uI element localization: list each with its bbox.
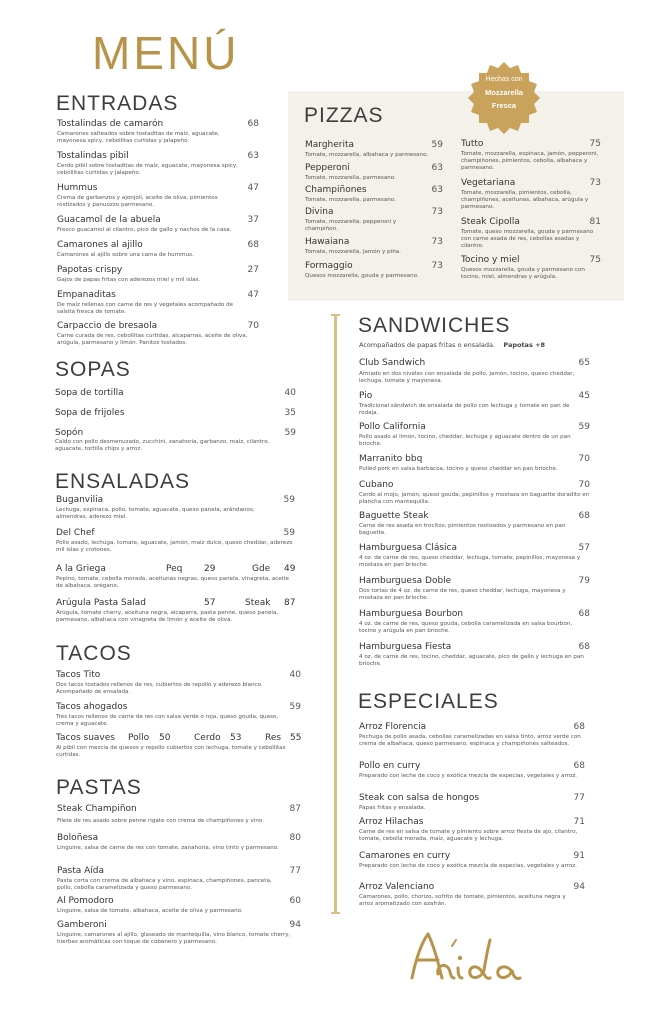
item-name: Buganvilia (56, 495, 104, 505)
menu-item-griega (56, 564, 295, 594)
item-description: Pollo asado al limón, tocino, cheddar, lechuga y aguacate dentro de un pan brioche. (359, 434, 571, 448)
item-price: 57 (204, 598, 216, 608)
item-description: Carne de res asada en trocitos, pimientos rostizados y parmesano en pan baguette. (359, 523, 566, 537)
item-name: Boloñesa (57, 833, 99, 843)
menu-item (305, 237, 443, 257)
item-description: Gajos de papas fritas con aderezos miel y mil islas. (57, 277, 201, 283)
menu-item (461, 178, 601, 211)
item-description: Tradicional sándwich de ensalada de pollo con lechuga y tomate en pan de rodaja. (359, 403, 570, 417)
item-price: 73 (431, 261, 443, 271)
item-description: 4 oz. de carne de res, queso cheddar, lechuga, tomate, pepinillos, mayonesa y mostaza en pan brioche. (359, 555, 581, 569)
item-name: Hamburguesa Bourbon (359, 609, 464, 619)
item-description: Carne de res en salsa de tomate y pimiento sobre arroz fiesta de ajo, cilantro, tomate, cebolla morada, maíz, aguacate y lechuga. (359, 829, 578, 843)
item-price: 35 (284, 408, 296, 418)
size-label: Peq (166, 564, 183, 574)
item-name: Del Chef (56, 528, 95, 538)
item-name: Pasta Aída (57, 866, 105, 876)
item-price: 71 (573, 817, 585, 827)
mozzarella-badge (466, 60, 542, 136)
item-description: Tomate, mozzarella, pimientos, cebolla, champiñones, aceitunas, albahaca, arúgula y parmesano. (461, 190, 589, 211)
item-price: 87 (289, 804, 301, 814)
item-name: Champiñones (305, 185, 367, 195)
item-price: 80 (289, 833, 301, 843)
menu-item (359, 576, 590, 602)
item-price: 70 (578, 454, 590, 464)
menu-item (56, 495, 295, 521)
menu-item (57, 151, 259, 177)
item-price: 59 (283, 528, 295, 538)
item-price: 68 (578, 642, 590, 652)
size-label: Cerdo (194, 733, 221, 743)
item-name: Steak Champiñon (57, 804, 137, 814)
menu-item-tacos-suaves (56, 733, 301, 763)
menu-item (57, 215, 259, 235)
menu-item (305, 163, 443, 183)
menu-item (305, 207, 443, 233)
item-description: Preparado con leche de coco y exótica mezcla de especias, vegetales y arroz. (359, 863, 577, 869)
item-description: Lechuga, espinaca, pollo, tomate, aguacate, queso panela, arándanos, almendras, aderezo miel. (56, 507, 255, 521)
item-name: Margherita (305, 140, 355, 150)
item-name: Formaggio (305, 261, 353, 271)
item-price: 40 (289, 670, 301, 680)
item-name: Sopa de frijoles (55, 408, 125, 418)
menu-item (57, 804, 301, 824)
menu-item (57, 920, 301, 946)
item-description: Preparado con leche de coco y exótica mezcla de especias, vegetales y arroz. (359, 773, 577, 779)
item-price: 75 (589, 139, 601, 149)
menu-item (56, 528, 295, 554)
item-name: Tacos ahogados (56, 702, 128, 712)
size-label: Gde (252, 564, 271, 574)
item-description: Carne curada de res, cebollitas curtidas, alcaparras, aceite de oliva, arúgula, parmesano y limón. Panitos tostados. (57, 333, 248, 347)
item-price: 63 (431, 185, 443, 195)
item-description: 4 oz. de carne de res, queso gouda, cebolla caramelizada en salsa bourbon, tocino y arúgula en pan brioche. (359, 621, 573, 635)
item-price: 47 (247, 290, 259, 300)
item-description: Filete de res asado sobre penne rigate con crema de champiñones y vino. (57, 818, 264, 824)
item-price: 68 (573, 761, 585, 771)
item-description: Dos tortas de 4 oz. de carne de res, queso cheddar, lechuga, mayonesa y mostaza en pan brioche. (359, 588, 566, 602)
item-price: 37 (247, 215, 259, 225)
menu-item (359, 358, 590, 385)
menu-item (359, 793, 585, 813)
badge-line3: Fresca (491, 101, 517, 110)
item-description: Linguine, salsa de carne de res con tomate, zanahoria, vino tinto y parmesano. (57, 845, 279, 851)
item-description: Tomate, mozzarella, jamón y piña. (305, 249, 401, 255)
menu-item (305, 140, 443, 160)
section-title-sandwiches: SANDWICHES (358, 314, 511, 337)
menu-item (57, 183, 259, 209)
item-name: Sopón (55, 428, 84, 438)
item-name: Tacos suaves (56, 733, 115, 743)
item-description: Pasta corta con crema de albahaca y vino, espinaca, champiñones, panceta, pollo, cebolla caramelizada y queso parmesano. (57, 878, 272, 892)
item-price: 40 (284, 388, 296, 398)
section-title-especiales: ESPECIALES (358, 690, 499, 713)
sandwiches-subtitle (359, 341, 545, 349)
item-name: Guacamol de la abuela (57, 215, 161, 225)
item-price: 63 (247, 151, 259, 161)
item-name: Club Sandwich (359, 358, 426, 368)
item-name: Arroz Valenciano (359, 882, 435, 892)
item-description: Cerdo al mojo, jamón, queso gouda, pepinillos y mostaza en baguette doradito en plancha con mantequilla. (359, 492, 590, 506)
menu-item (359, 391, 590, 417)
item-price: 63 (431, 163, 443, 173)
item-description: Cerdo pibil sobre tostaditas de maíz, aguacate, mayonesa spicy, cebollitas curtidas y jalapeño. (57, 163, 238, 177)
menu-item (57, 321, 259, 347)
menu-item (359, 642, 590, 668)
item-name: Empanaditas (57, 290, 116, 300)
item-price: 87 (284, 598, 296, 608)
section-title-tacos: TACOS (56, 642, 132, 665)
item-name: Hamburguesa Fiesta (359, 642, 452, 652)
item-price: 55 (290, 733, 302, 743)
section-title-ensaladas: ENSALADAS (55, 470, 191, 493)
aida-logo (408, 928, 538, 992)
menu-item (57, 240, 259, 260)
item-name: Tostalindas de camarón (57, 119, 164, 129)
item-name: Al Pomodoro (57, 896, 114, 906)
section-title-pizzas: PIZZAS (304, 104, 384, 127)
item-description: Al pibil con mezcla de quesos y repollo cubiertos con lechuga, tomate y cebollitas curtidas. (56, 745, 286, 759)
item-price: 94 (573, 882, 585, 892)
item-price: 77 (573, 793, 585, 803)
item-description: Tomate, queso mozzarella, gouda y parmesano con carne asada de res, cebollas asadas y cilantro. (461, 229, 594, 250)
menu-item (359, 454, 590, 474)
item-description: Tomate, mozzarella, pepperoni y champiñon. (305, 219, 397, 233)
item-description: Camarones salteados sobre tostaditas de maíz, aguacate, mayonesa spicy, cebollitas curtidas y jalapeño. (57, 131, 220, 145)
item-name: Sopa de tortilla (55, 388, 124, 398)
badge-line1: Hechas con (485, 76, 523, 83)
item-name: Camarones al ajillo (57, 240, 143, 250)
section-title-sopas: SOPAS (55, 358, 131, 381)
item-name: Arroz Hilachas (359, 817, 424, 827)
menu-item (359, 761, 585, 781)
menu-item (359, 480, 590, 506)
item-description: Arúgula, tomate cherry, aceituna negra, alcaparra, pasta penne, queso panela, parmesano, albahaca con vinagreta de limón y aceite de oliva. (56, 610, 279, 624)
menu-item (55, 388, 296, 400)
item-name: Hawaiana (305, 237, 350, 247)
menu-item (359, 609, 590, 635)
item-name: Gamberoni (57, 920, 107, 930)
menu-item (359, 817, 585, 843)
item-name: Tacos Tito (56, 670, 101, 680)
item-description: Armado en dos niveles con ensalada de pollo, jamón, tocino, queso cheddar, lechuga, tomate y mayonesa. (359, 371, 575, 385)
item-description: Crema de garbanzos y ajonjolí, aceite de oliva, pimientos rostizados y panuozzo parmesano. (57, 195, 218, 209)
item-description: Tomate, mozzarella, parmesano. (305, 175, 396, 181)
section-title-entradas: ENTRADAS (56, 92, 179, 115)
menu-item (305, 261, 443, 281)
badge-seal-icon (466, 60, 542, 136)
menu-item (359, 543, 590, 569)
menu-item (461, 217, 601, 250)
menu-item (305, 185, 443, 205)
item-name: Carpaccio de bresaola (57, 321, 158, 331)
item-price: 53 (230, 733, 242, 743)
item-name: Hamburguesa Clásica (359, 543, 457, 553)
item-name: Pollo en curry (359, 761, 421, 771)
item-name: Tocino y miel (461, 255, 520, 265)
menu-item (57, 119, 259, 145)
item-price: 81 (589, 217, 601, 227)
item-price: 49 (284, 564, 296, 574)
item-description: Linguine, camarones al ajillo, glaseado de mantequilla, vino blanco, tomate cherry, hierbas aromáticas con toque de cobanero y parmesano. (57, 932, 291, 946)
item-description: Tomate, mozzarella, albahaca y parmesano. (305, 152, 429, 158)
item-price: 68 (573, 722, 585, 732)
item-price: 77 (289, 866, 301, 876)
menu-title: MENÚ (92, 27, 240, 79)
menu-item (461, 139, 601, 172)
item-price: 68 (578, 511, 590, 521)
menu-item (359, 422, 590, 448)
item-name: Papotas crispy (57, 265, 123, 275)
item-description: De maíz rellenas con carne de res y vegetales acompañado de salsita fresca de tomate. (57, 302, 234, 316)
item-description: Quesos mozzarella, gouda y parmesano. (305, 273, 419, 279)
item-description: Pepino, tomate, cebolla morada, aceitunas negras, queso panela, vinagreta, aceite de albahaca, orégano. (56, 576, 289, 590)
item-name: Camarones en curry (359, 851, 451, 861)
item-price: 68 (247, 119, 259, 129)
item-name: Vegetariana (461, 178, 516, 188)
item-name: A la Griega (56, 564, 106, 574)
item-description: Pechuga de pollo asada, cebollas caramelizadas en salsa tinto, arroz verde con crema de albahaca, queso parmesano, espinaca y champiñones salteados. (359, 734, 581, 748)
item-price: 73 (589, 178, 601, 188)
item-price: 29 (204, 564, 216, 574)
item-description: Caldo con pollo desmenuzado, zucchini, zanahoria, garbanzo, maíz, cilantro, aguacate, tortilla chips y arroz. (55, 439, 270, 453)
item-description: Tomate, mozzarella, parmesano. (305, 197, 396, 203)
item-description: Camarones, pollo, chorizo, sofrito de tomate, pimientos, aceituna negra y arroz aromatizado con azafrán. (359, 894, 566, 908)
menu-item (461, 255, 601, 281)
menu-item (359, 722, 585, 748)
item-description: Fresco guacamol al cilantro, pico de gallo y nachos de la casa. (57, 227, 232, 233)
item-price: 45 (578, 391, 590, 401)
item-price: 47 (247, 183, 259, 193)
item-description: Camarones al ajillo sobre una cama de hummus. (57, 252, 194, 258)
item-price: 79 (578, 576, 590, 586)
item-description: Pulled pork en salsa barbacoa, tocino y queso cheddar en pan brioche. (359, 466, 558, 472)
item-price: 70 (578, 480, 590, 490)
menu-item (55, 408, 296, 420)
menu-item (57, 866, 301, 892)
item-price: 68 (247, 240, 259, 250)
menu-item (359, 511, 590, 537)
item-name: Baguette Steak (359, 511, 429, 521)
item-price: 27 (247, 265, 259, 275)
menu-item (57, 896, 301, 916)
aida-logo-icon (408, 928, 538, 988)
item-description: Papas fritas y ensalada. (359, 805, 426, 811)
subtitle-text: Acompañados de papas fritas o ensalada. (359, 341, 496, 349)
item-description: Linguine, salsa de tomate, albahaca, aceite de oliva y parmesano. (57, 908, 243, 914)
item-price: 59 (431, 140, 443, 150)
menu-item (359, 851, 585, 871)
item-price: 59 (289, 702, 301, 712)
menu-item-arugula (56, 598, 295, 628)
menu-item (57, 265, 259, 285)
item-description: Dos tacos tostados rellenos de res, cubiertos de repollo y aderezo blanco. Acompañado de ensalada. (56, 682, 263, 696)
item-name: Hamburguesa Doble (359, 576, 452, 586)
item-name: Arúgula Pasta Salad (56, 598, 146, 608)
menu-item (55, 428, 296, 453)
item-name: Steak con salsa de hongos (359, 793, 480, 803)
item-price: 59 (578, 422, 590, 432)
item-description: Tomate, mozzarella, espinaca, jamón, pepperoni, champiñones, pimientos, cebolla, albahaca y parmesano. (461, 151, 599, 172)
item-name: Steak Cipolla (461, 217, 520, 227)
item-name: Pepperoni (305, 163, 350, 173)
menu-item (56, 670, 301, 696)
item-name: Tostalindas pibil (57, 151, 129, 161)
item-description: Quesos mozzarella, gouda y parmesano con tocino, miel, almendras y arúgula. (461, 267, 585, 281)
item-price: 75 (589, 255, 601, 265)
menu-item (57, 833, 301, 853)
item-price: 65 (578, 358, 590, 368)
item-price: 73 (431, 207, 443, 217)
item-price: 50 (159, 733, 171, 743)
item-price: 59 (283, 495, 295, 505)
menu-item (359, 882, 585, 908)
item-price: 60 (289, 896, 301, 906)
item-price: 94 (289, 920, 301, 930)
item-price: 57 (578, 543, 590, 553)
menu-item (57, 290, 259, 316)
item-name: Cubano (359, 480, 394, 490)
badge-line2: Mozzarella (485, 88, 523, 97)
item-name: Marranito bbq (359, 454, 423, 464)
item-price: 91 (573, 851, 585, 861)
item-name: Hummus (57, 183, 98, 193)
item-name: Arroz Florencia (359, 722, 427, 732)
item-price: 73 (431, 237, 443, 247)
size-label: Res (265, 733, 282, 743)
subtitle-extra: Papotas +8 (503, 341, 546, 349)
menu-item (56, 702, 301, 728)
item-price: 68 (578, 609, 590, 619)
item-name: Pio (359, 391, 373, 401)
size-label: Steak (245, 598, 271, 608)
item-description: Tres tacos rellenos de carne de res con salsa verde o roja, queso gouda, queso, crema y aguacate. (56, 714, 279, 728)
item-name: Tutto (461, 139, 484, 149)
item-name: Divina (305, 207, 334, 217)
section-title-pastas: PASTAS (56, 776, 142, 799)
divider-line (334, 314, 337, 914)
item-name: Pollo California (359, 422, 426, 432)
item-description: Pollo asado, lechuga, tomate, aguacate, jamón, maíz dulce, queso cheddar, aderezo mil islas y crotones. (56, 540, 293, 554)
item-price: 70 (247, 321, 259, 331)
item-price: 59 (284, 428, 296, 438)
size-label: Pollo (128, 733, 150, 743)
item-description: 4 oz. de carne de res, tocino, cheddar, aguacate, pico de gallo y lechuga en pan brioche. (359, 654, 584, 668)
